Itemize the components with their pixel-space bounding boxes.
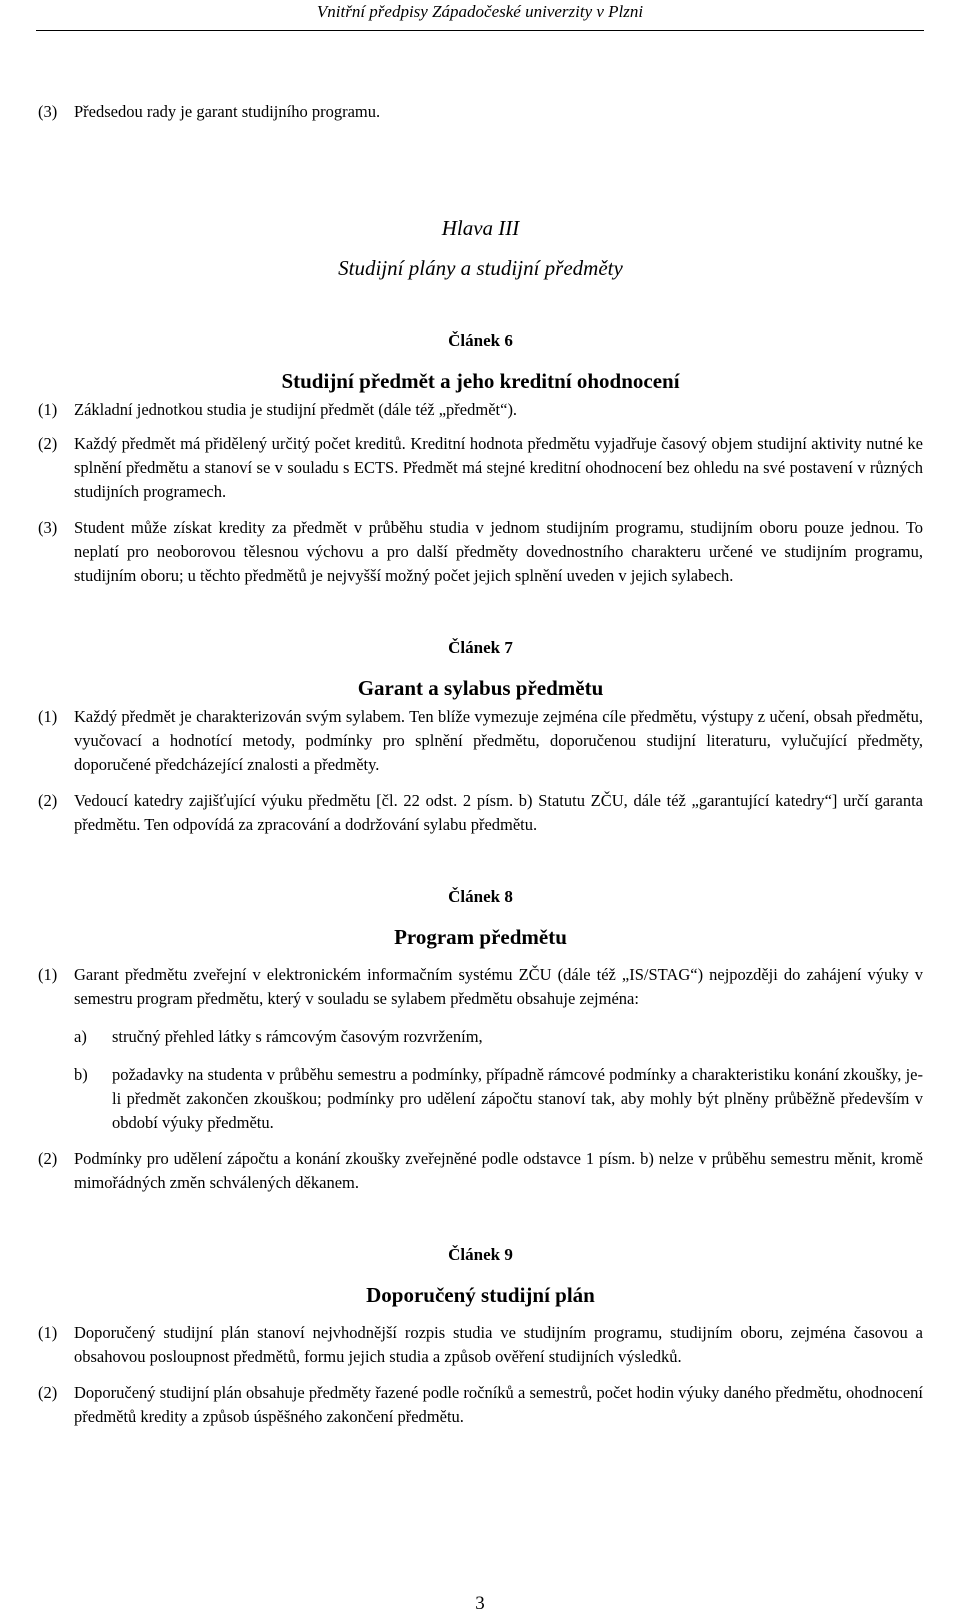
running-header: Vnitřní předpisy Západočeské univerzity v Plzni xyxy=(36,0,924,31)
list-item-text: požadavky na studenta v průběhu semestru a podmínky, případně rámcové podmínky a charakteristiku konání zkoušky, je-li předmět zakončen zkouškou; podmínky pro udělení zápočtu stanoví tak, aby mohly být plněny průběžně především v období výuky předmětu. xyxy=(112,1065,923,1132)
list-item-label: b) xyxy=(74,1065,88,1084)
article-7-paragraph-2 xyxy=(38,789,923,837)
paragraph-number: (1) xyxy=(38,707,58,726)
paragraph-text: Student může získat kredity za předmět v průběhu studia v jednom studijním programu, studijním oboru pouze jednou. To neplatí pro neoborovou tělesnou výchovu a pro další předměty dovednostního charakteru určené ve studijním programu, studijním oboru; u těchto předmětů je nejvyšší možný počet jejich splnění uveden v jejich sylabech. xyxy=(74,518,923,585)
paragraph-text: Doporučený studijní plán stanoví nejvhodnější rozpis studia ve studijním programu, studijním oboru, zejména časovou a obsahovou posloupnost předmětů, formu jejich studia a způsob ověření studijních výsledků. xyxy=(74,1323,923,1366)
paragraph-number: (1) xyxy=(38,965,58,984)
list-item-label: a) xyxy=(74,1027,87,1046)
article-6-title: Studijní předmět a jeho kreditní ohodnocení xyxy=(281,369,680,393)
article-8-paragraph-1 xyxy=(38,963,923,1011)
paragraph-number: (1) xyxy=(38,400,58,419)
article-8-paragraph-2 xyxy=(38,1147,923,1195)
paragraph-number: (2) xyxy=(38,1149,58,1168)
chapter-title: Studijní plány a studijní předměty xyxy=(338,256,623,280)
paragraph-text: Základní jednotkou studia je studijní předmět (dále též „předmět“). xyxy=(74,400,518,419)
paragraph-number: (2) xyxy=(38,791,58,810)
article-7-label: Článek 7 xyxy=(448,638,513,657)
list-item-a xyxy=(38,1025,923,1049)
paragraph-number: (2) xyxy=(38,1383,58,1402)
paragraph-text: Předsedou rady je garant studijního programu. xyxy=(74,102,381,121)
document-body xyxy=(38,100,923,1429)
list-item-b xyxy=(38,1063,923,1135)
article-6-paragraph-2 xyxy=(38,432,923,504)
article-6-paragraph-3 xyxy=(38,516,923,588)
list-item-text: stručný přehled látky s rámcovým časovým rozvržením, xyxy=(112,1027,483,1046)
paragraph-number: (2) xyxy=(38,434,58,453)
article-9-title: Doporučený studijní plán xyxy=(366,1283,595,1307)
article-9-paragraph-1 xyxy=(38,1321,923,1369)
paragraph-number: (1) xyxy=(38,1323,58,1342)
paragraph-text: Vedoucí katedry zajišťující výuku předmětu [čl. 22 odst. 2 písm. b) Statutu ZČU, dále též „garantující katedry“] určí garanta předmětu. Ten odpovídá za zpracování a dodržování sylabu předmětu. xyxy=(74,791,923,834)
article-8-label: Článek 8 xyxy=(448,887,513,906)
paragraph-text: Garant předmětu zveřejní v elektronickém informačním systému ZČU (dále též „IS/STAG“) nejpozději do zahájení výuky v semestru program předmětu, který v souladu se sylabem předmětu obsahuje zejména: xyxy=(74,965,923,1008)
paragraph-number: (3) xyxy=(38,518,58,537)
paragraph-number: (3) xyxy=(38,102,58,121)
paragraph-text: Doporučený studijní plán obsahuje předměty řazené podle ročníků a semestrů, počet hodin výuky daného předmětu, ohodnocení předmětů kredity a způsob úspěšného zakončení předmětu. xyxy=(74,1383,923,1426)
chapter-label: Hlava III xyxy=(441,216,520,240)
article-6-label: Článek 6 xyxy=(448,331,513,350)
article-9-label: Článek 9 xyxy=(448,1245,513,1264)
article-7-paragraph-1 xyxy=(38,705,923,777)
paragraph-text: Každý předmět je charakterizován svým sylabem. Ten blíže vymezuje zejména cíle předmětu, výstupy z učení, obsah předmětu, vyučovací a hodnotící metody, podmínky pro splnění předmětu, doporučenou studijní literaturu, vylučující předměty, doporučené předcházející znalosti a předměty. xyxy=(74,707,923,774)
page-number: 3 xyxy=(475,1593,485,1614)
article-6-paragraph-1 xyxy=(38,398,923,422)
paragraph-text: Podmínky pro udělení zápočtu a konání zkoušky zveřejněné podle odstavce 1 písm. b) nelze v průběhu semestru měnit, kromě mimořádných změn schválených děkanem. xyxy=(74,1149,923,1192)
article-9-paragraph-2 xyxy=(38,1381,923,1429)
article-7-title: Garant a sylabus předmětu xyxy=(357,676,604,700)
paragraph-text: Každý předmět má přidělený určitý počet kreditů. Kreditní hodnota předmětu vyjadřuje časový objem studijní aktivity nutné ke splnění předmětu a stanoví se v souladu s ECTS. Předmět má stejné kreditní ohodnocení bez ohledu na své postavení v různých studijních programech. xyxy=(74,434,923,501)
article-8-title: Program předmětu xyxy=(394,925,567,949)
paragraph-3-top xyxy=(38,100,923,124)
